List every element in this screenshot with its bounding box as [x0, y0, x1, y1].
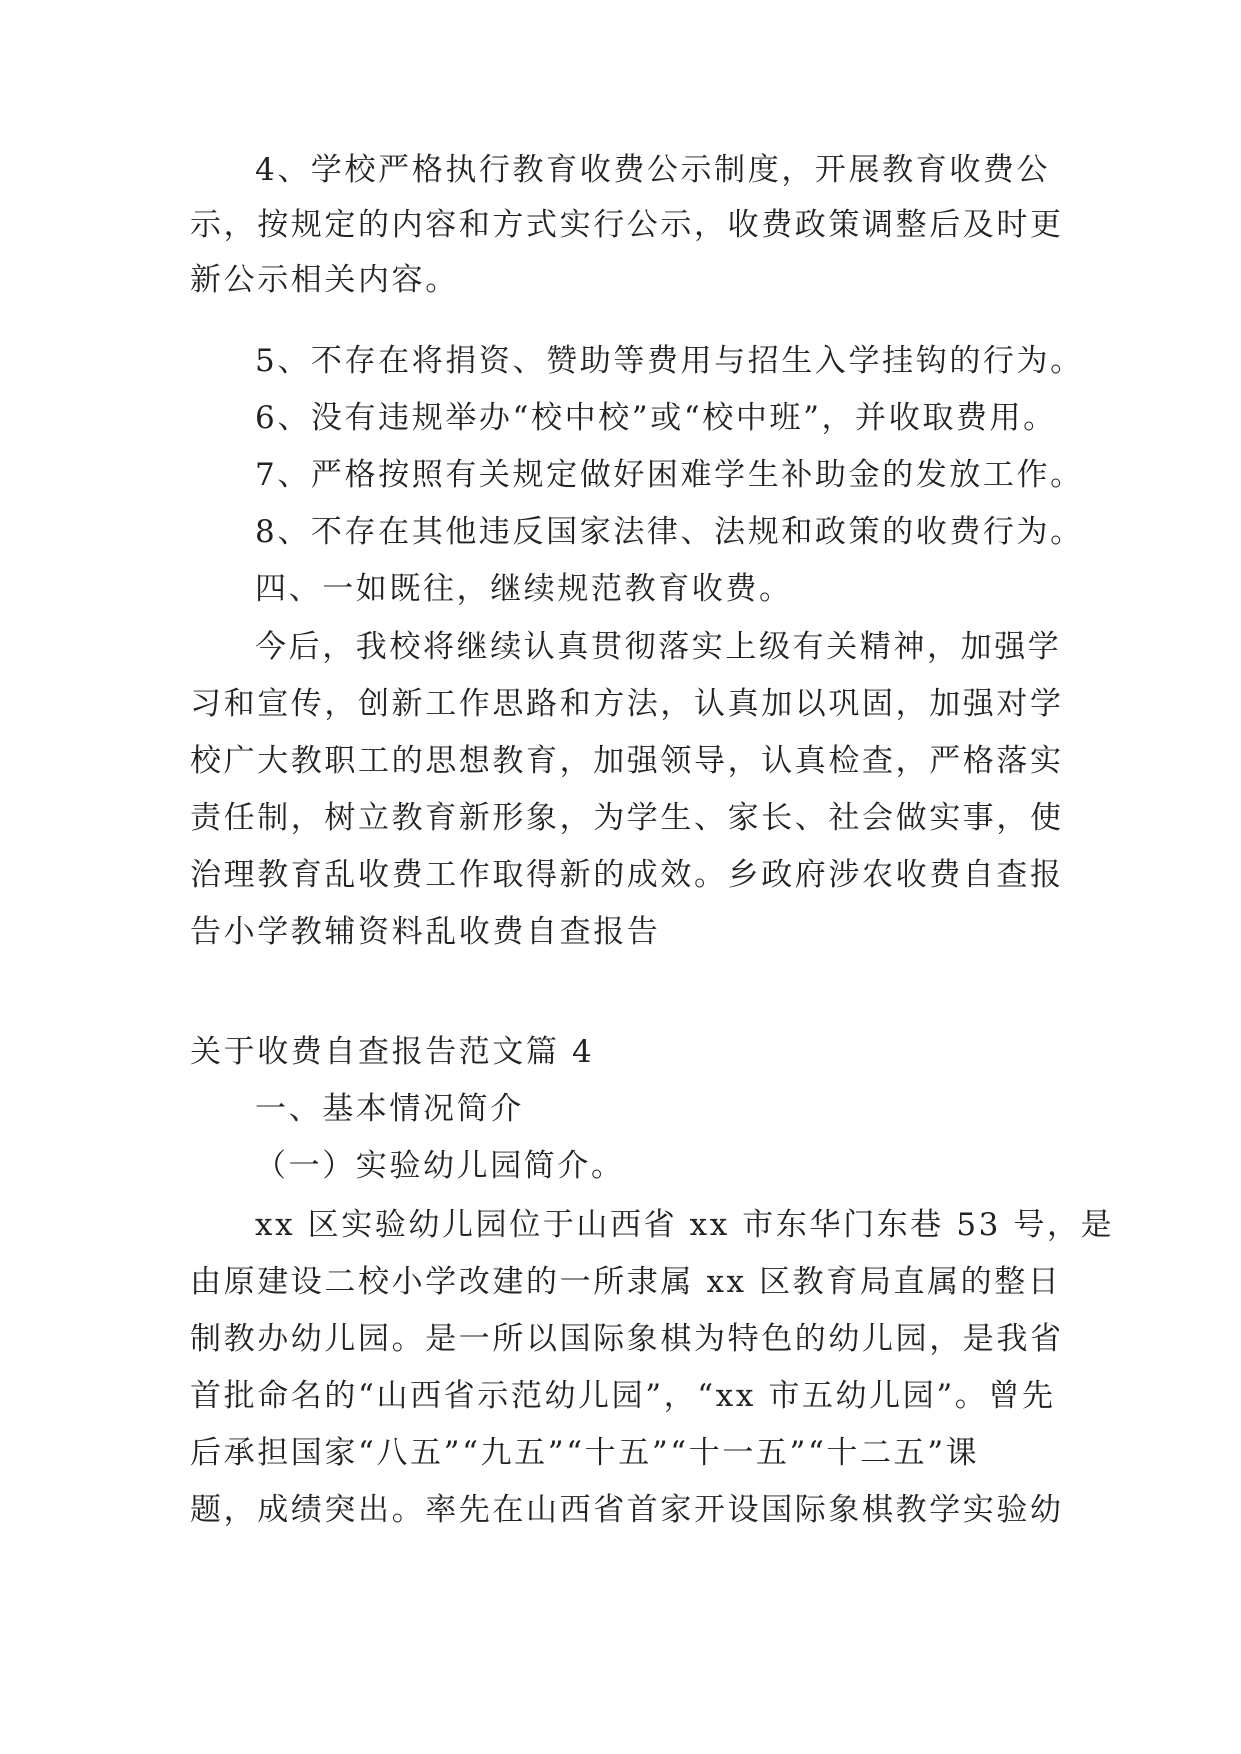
section-heading: 一、基本情况简介	[255, 1091, 524, 1127]
paragraph-line: 由原建设二校小学改建的一所隶属 xx 区教育局直属的整日	[190, 1264, 1062, 1300]
paragraph-line: 新公示相关内容。	[190, 262, 459, 298]
paragraph-line: 8、不存在其他违反国家法律、法规和政策的收费行为。	[255, 514, 1084, 550]
paragraph-line: 5、不存在将捐资、赞助等费用与招生入学挂钩的行为。	[255, 343, 1084, 379]
paragraph-line: 首批命名的“山西省示范幼儿园”，“xx 市五幼儿园”。曾先	[190, 1378, 1056, 1414]
paragraph-line: 示，按规定的内容和方式实行公示，收费政策调整后及时更	[190, 207, 1064, 243]
paragraph-line: xx 区实验幼儿园位于山西省 xx 市东华门东巷 53 号，是	[255, 1207, 1115, 1243]
paragraph-line: 后承担国家“八五”“九五”“十五”“十一五”“十二五”课	[190, 1435, 980, 1471]
subsection-heading: （一）实验幼儿园简介。	[255, 1148, 625, 1184]
section-heading: 四、一如既往，继续规范教育收费。	[255, 571, 793, 607]
paragraph-line: 告小学教辅资料乱收费自查报告	[190, 914, 661, 950]
paragraph-line: 制教办幼儿园。是一所以国际象棋为特色的幼儿园，是我省	[190, 1321, 1064, 1357]
paragraph-line: 题，成绩突出。率先在山西省首家开设国际象棋教学实验幼	[190, 1492, 1064, 1528]
paragraph-line: 4、学校严格执行教育收费公示制度，开展教育收费公	[255, 152, 1051, 188]
paragraph-line: 今后，我校将继续认真贯彻落实上级有关精神，加强学	[255, 629, 1062, 665]
paragraph-line: 习和宣传，创新工作思路和方法，认真加以巩固，加强对学	[190, 686, 1064, 722]
paragraph-line: 6、没有违规举办“校中校”或“校中班”，并收取费用。	[255, 400, 1057, 436]
paragraph-line: 治理教育乱收费工作取得新的成效。乡政府涉农收费自查报	[190, 857, 1064, 893]
paragraph-line: 7、严格按照有关规定做好困难学生补助金的发放工作。	[255, 457, 1084, 493]
paragraph-line: 责任制，树立教育新形象，为学生、家长、社会做实事，使	[190, 800, 1064, 836]
article-title: 关于收费自查报告范文篇 4	[190, 1034, 595, 1070]
paragraph-line: 校广大教职工的思想教育，加强领导，认真检查，严格落实	[190, 743, 1064, 779]
